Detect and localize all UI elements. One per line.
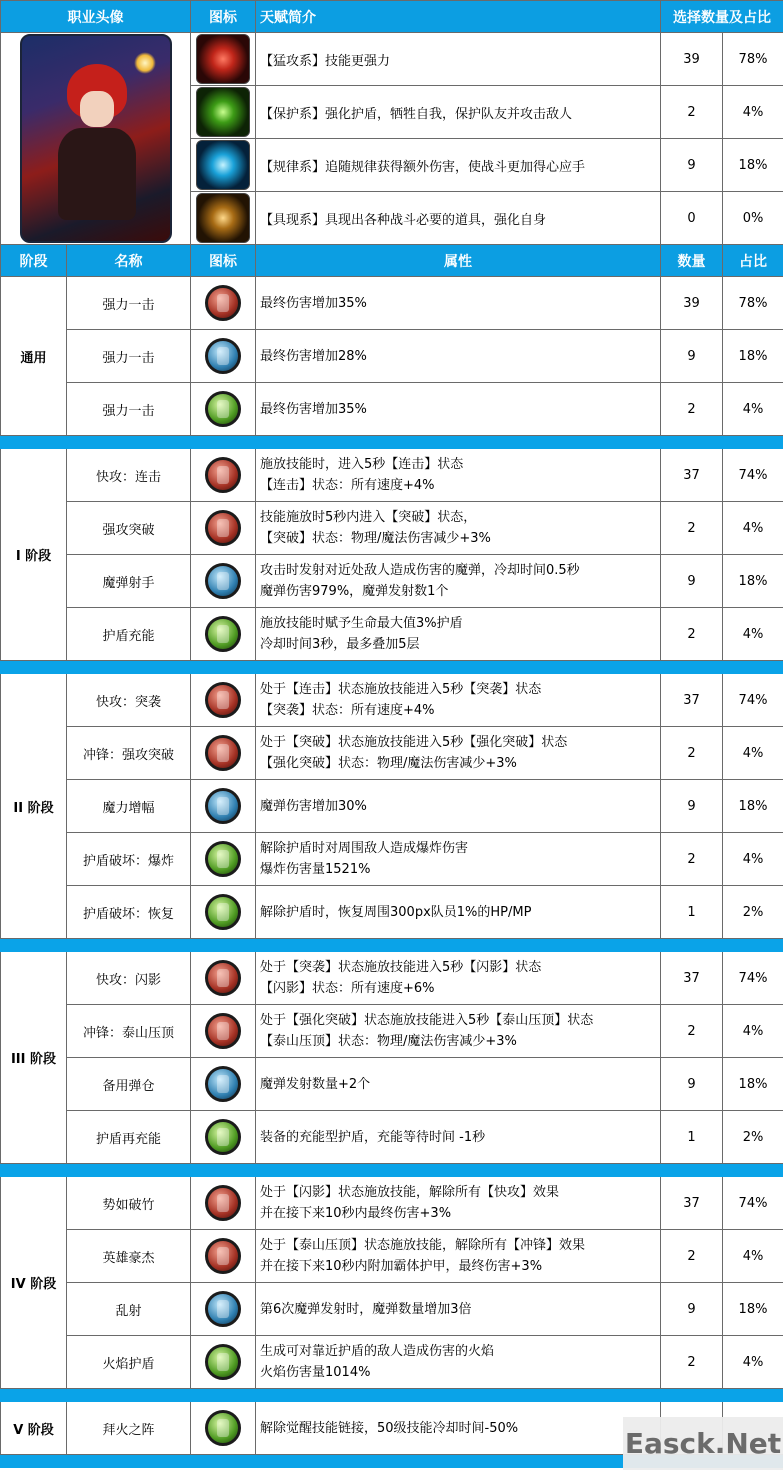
green-skill-icon	[205, 1119, 241, 1155]
skill-count: 2	[661, 833, 723, 886]
attribute-line: 攻击时发射对近处敌人造成伤害的魔弹，冷却时间0.5秒	[260, 563, 580, 578]
talent-count: 9	[661, 139, 723, 192]
skill-attribute	[256, 952, 661, 1005]
talent-row	[1, 33, 783, 86]
skill-count: 2	[661, 1336, 723, 1389]
green-skill-icon	[205, 616, 241, 652]
character-portrait	[20, 34, 172, 243]
skill-name: 强攻突破	[67, 502, 191, 555]
skill-row	[1, 1005, 783, 1058]
talent-pct: 18%	[723, 139, 783, 192]
skill-name: 强力一击	[67, 330, 191, 383]
stage-separator	[1, 939, 783, 952]
attribute-line: 魔弹发射数量+2个	[260, 1076, 371, 1092]
red-skill-icon	[205, 682, 241, 718]
skill-pct: 2%	[723, 1111, 783, 1164]
skill-attribute	[256, 1058, 661, 1111]
top-header-row	[1, 1, 783, 33]
talent-count: 0	[661, 192, 723, 245]
talent-text: 【规律系】追随规律获得额外伤害，使战斗更加得心应手	[256, 139, 661, 192]
protect-talent-icon	[196, 87, 250, 137]
skill-pct: 2%	[723, 886, 783, 939]
attribute-line: 并在接下来10秒内最终伤害+3%	[260, 1206, 452, 1221]
skill-row	[1, 330, 783, 383]
skill-pct: 4%	[723, 833, 783, 886]
attribute-line: 处于【泰山压顶】状态施放技能，解除所有【冲锋】效果	[260, 1238, 586, 1253]
skill-count: 37	[661, 1177, 723, 1230]
attribute-line: 装备的充能型护盾，充能等待时间 -1秒	[260, 1129, 486, 1145]
skill-count: 2	[661, 502, 723, 555]
attribute-line: 【突袭】状态：所有速度+4%	[260, 703, 435, 718]
stage-separator	[1, 1389, 783, 1402]
skill-count: 9	[661, 330, 723, 383]
attribute-line: 【闪影】状态：所有速度+6%	[260, 981, 435, 996]
skill-count: 2	[661, 1230, 723, 1283]
skill-pct: 4%	[723, 1230, 783, 1283]
header-count: 数量	[661, 245, 723, 277]
header-pct: 占比	[723, 245, 783, 277]
skill-row	[1, 833, 783, 886]
attribute-line: 【强化突破】状态：物理/魔法伤害减少+3%	[260, 756, 517, 771]
skill-attribute	[256, 1230, 661, 1283]
skill-attribute	[256, 1111, 661, 1164]
attribute-line: 【泰山压顶】状态：物理/魔法伤害减少+3%	[260, 1034, 517, 1049]
skill-name: 护盾充能	[67, 608, 191, 661]
attribute-line: 处于【突袭】状态施放技能进入5秒【闪影】状态	[260, 960, 542, 975]
attribute-line: 解除护盾时对周围敌人造成爆炸伤害	[260, 841, 469, 856]
skill-count: 2	[661, 383, 723, 436]
offense-talent-icon	[196, 34, 250, 84]
skill-count: 37	[661, 674, 723, 727]
talent-pct: 4%	[723, 86, 783, 139]
stage-label: I 阶段	[1, 449, 67, 661]
skill-row	[1, 1230, 783, 1283]
skill-pct: 18%	[723, 330, 783, 383]
attribute-line: 技能施放时5秒内进入【突破】状态，	[260, 510, 477, 525]
skill-name: 英雄豪杰	[67, 1230, 191, 1283]
skill-pct: 74%	[723, 449, 783, 502]
skill-name: 冲锋：强攻突破	[67, 727, 191, 780]
skill-row	[1, 608, 783, 661]
header-selection: 选择数量及占比	[661, 1, 783, 33]
skill-count: 37	[661, 449, 723, 502]
skill-row	[1, 555, 783, 608]
rule-talent-icon	[196, 140, 250, 190]
skill-count: 2	[661, 727, 723, 780]
skill-row	[1, 1111, 783, 1164]
skill-attribute	[256, 608, 661, 661]
green-skill-icon	[205, 1344, 241, 1380]
talent-text: 【具现系】具现出各种战斗必要的道具，强化自身	[256, 192, 661, 245]
blue-skill-icon	[205, 1291, 241, 1327]
skill-count: 37	[661, 952, 723, 1005]
skill-attribute	[256, 674, 661, 727]
sub-header-row	[1, 245, 783, 277]
blue-skill-icon	[205, 788, 241, 824]
stage-label: V 阶段	[1, 1402, 67, 1455]
skill-pct: 4%	[723, 1336, 783, 1389]
skill-pct: 18%	[723, 555, 783, 608]
attribute-line: 火焰伤害量1014%	[260, 1365, 371, 1380]
attribute-line: 解除觉醒技能链接，50级技能冷却时间-50%	[260, 1420, 519, 1436]
watermark: Easck.Net	[623, 1417, 783, 1470]
skill-row	[1, 1283, 783, 1336]
skill-name: 护盾破坏：恢复	[67, 886, 191, 939]
skill-name: 护盾破坏：爆炸	[67, 833, 191, 886]
skill-attribute	[256, 833, 661, 886]
green-skill-icon	[205, 391, 241, 427]
attribute-line: 最终伤害增加35%	[260, 401, 367, 417]
attribute-line: 最终伤害增加28%	[260, 348, 367, 364]
attribute-line: 冷却时间3秒，最多叠加5层	[260, 637, 420, 652]
skill-count: 9	[661, 780, 723, 833]
skill-name: 快攻：突袭	[67, 674, 191, 727]
stage-separator	[1, 1164, 783, 1177]
skill-name: 强力一击	[67, 277, 191, 330]
skill-pct: 18%	[723, 780, 783, 833]
green-skill-icon	[205, 1410, 241, 1446]
attribute-line: 处于【连击】状态施放技能进入5秒【突袭】状态	[260, 682, 542, 697]
skill-name: 魔弹射手	[67, 555, 191, 608]
skill-attribute	[256, 780, 661, 833]
skill-pct: 4%	[723, 608, 783, 661]
red-skill-icon	[205, 1185, 241, 1221]
stage-label: IV 阶段	[1, 1177, 67, 1389]
skill-name: 势如破竹	[67, 1177, 191, 1230]
manifest-talent-icon	[196, 193, 250, 243]
green-skill-icon	[205, 894, 241, 930]
green-skill-icon	[205, 841, 241, 877]
skill-row	[1, 1058, 783, 1111]
skill-attribute	[256, 277, 661, 330]
red-skill-icon	[205, 285, 241, 321]
skill-attribute	[256, 502, 661, 555]
header-stage: 阶段	[1, 245, 67, 277]
skill-name: 快攻：闪影	[67, 952, 191, 1005]
talent-pct: 78%	[723, 33, 783, 86]
header-attr: 属性	[256, 245, 661, 277]
stage-separator	[1, 436, 783, 449]
skill-count: 1	[661, 886, 723, 939]
skill-name: 魔力增幅	[67, 780, 191, 833]
skill-row	[1, 277, 783, 330]
skill-attribute	[256, 1177, 661, 1230]
skill-row	[1, 449, 783, 502]
skill-pct: 18%	[723, 1058, 783, 1111]
skill-count: 1	[661, 1111, 723, 1164]
talent-text: 【保护系】强化护盾，牺牲自我，保护队友并攻击敌人	[256, 86, 661, 139]
header-portrait: 职业头像	[1, 1, 191, 33]
skill-row	[1, 952, 783, 1005]
blue-skill-icon	[205, 1066, 241, 1102]
red-skill-icon	[205, 1013, 241, 1049]
skill-row	[1, 780, 783, 833]
skill-count: 9	[661, 1058, 723, 1111]
skill-name: 火焰护盾	[67, 1336, 191, 1389]
skill-name: 冲锋：泰山压顶	[67, 1005, 191, 1058]
attribute-line: 处于【强化突破】状态施放技能进入5秒【泰山压顶】状态	[260, 1013, 594, 1028]
skill-attribute	[256, 727, 661, 780]
skill-pct: 78%	[723, 277, 783, 330]
skill-attribute	[256, 1005, 661, 1058]
talent-count: 2	[661, 86, 723, 139]
red-skill-icon	[205, 1238, 241, 1274]
skill-row	[1, 674, 783, 727]
skill-row	[1, 886, 783, 939]
attribute-line: 魔弹伤害979%，魔弹发射数1个	[260, 584, 449, 599]
attribute-line: 最终伤害增加35%	[260, 295, 367, 311]
header-name: 名称	[67, 245, 191, 277]
skill-attribute	[256, 1402, 661, 1455]
skill-pct: 74%	[723, 952, 783, 1005]
stage-label: II 阶段	[1, 674, 67, 939]
skill-count: 39	[661, 277, 723, 330]
attribute-line: 并在接下来10秒内附加霸体护甲，最终伤害+3%	[260, 1259, 543, 1274]
skill-row	[1, 502, 783, 555]
skill-attribute	[256, 449, 661, 502]
stage-label: 通用	[1, 277, 67, 436]
portrait-cell	[1, 33, 191, 245]
skill-attribute	[256, 1336, 661, 1389]
skill-row	[1, 1177, 783, 1230]
talent-count: 39	[661, 33, 723, 86]
skill-name: 护盾再充能	[67, 1111, 191, 1164]
attribute-line: 生成可对靠近护盾的敌人造成伤害的火焰	[260, 1344, 495, 1359]
red-skill-icon	[205, 510, 241, 546]
stage-separator	[1, 661, 783, 674]
attribute-line: 第6次魔弹发射时，魔弹数量增加3倍	[260, 1301, 472, 1317]
header-icon2: 图标	[191, 245, 256, 277]
skill-pct: 18%	[723, 1283, 783, 1336]
attribute-line: 解除护盾时，恢复周围300px队员1%的HP/MP	[260, 904, 532, 920]
skill-pct: 74%	[723, 1177, 783, 1230]
skill-attribute	[256, 886, 661, 939]
attribute-line: 【突破】状态：物理/魔法伤害减少+3%	[260, 531, 491, 546]
skill-row	[1, 1336, 783, 1389]
header-intro: 天赋简介	[256, 1, 661, 33]
attribute-line: 【连击】状态：所有速度+4%	[260, 478, 435, 493]
attribute-line: 施放技能时，进入5秒【连击】状态	[260, 457, 464, 472]
talent-pct: 0%	[723, 192, 783, 245]
skill-row	[1, 727, 783, 780]
red-skill-icon	[205, 960, 241, 996]
red-skill-icon	[205, 457, 241, 493]
skill-pct: 4%	[723, 1005, 783, 1058]
skill-attribute	[256, 383, 661, 436]
skill-count: 2	[661, 1005, 723, 1058]
skill-name: 强力一击	[67, 383, 191, 436]
attribute-line: 处于【闪影】状态施放技能，解除所有【快攻】效果	[260, 1185, 560, 1200]
skill-row	[1, 383, 783, 436]
skill-count: 2	[661, 608, 723, 661]
skill-name: 快攻：连击	[67, 449, 191, 502]
skill-count: 9	[661, 1283, 723, 1336]
attribute-line: 处于【突破】状态施放技能进入5秒【强化突破】状态	[260, 735, 568, 750]
skill-pct: 4%	[723, 502, 783, 555]
header-icon: 图标	[191, 1, 256, 33]
red-skill-icon	[205, 735, 241, 771]
talent-text: 【猛攻系】技能更强力	[256, 33, 661, 86]
skill-attribute	[256, 1283, 661, 1336]
blue-skill-icon	[205, 338, 241, 374]
skill-name: 拜火之阵	[67, 1402, 191, 1455]
attribute-line: 爆炸伤害量1521%	[260, 862, 371, 877]
skill-attribute	[256, 555, 661, 608]
stage-label: III 阶段	[1, 952, 67, 1164]
skill-name: 备用弹仓	[67, 1058, 191, 1111]
blue-skill-icon	[205, 563, 241, 599]
skill-pct: 74%	[723, 674, 783, 727]
skill-name: 乱射	[67, 1283, 191, 1336]
attribute-line: 魔弹伤害增加30%	[260, 798, 367, 814]
attribute-line: 施放技能时赋予生命最大值3%护盾	[260, 616, 463, 631]
skill-count: 9	[661, 555, 723, 608]
skill-attribute	[256, 330, 661, 383]
skill-pct: 4%	[723, 727, 783, 780]
skill-pct: 4%	[723, 383, 783, 436]
